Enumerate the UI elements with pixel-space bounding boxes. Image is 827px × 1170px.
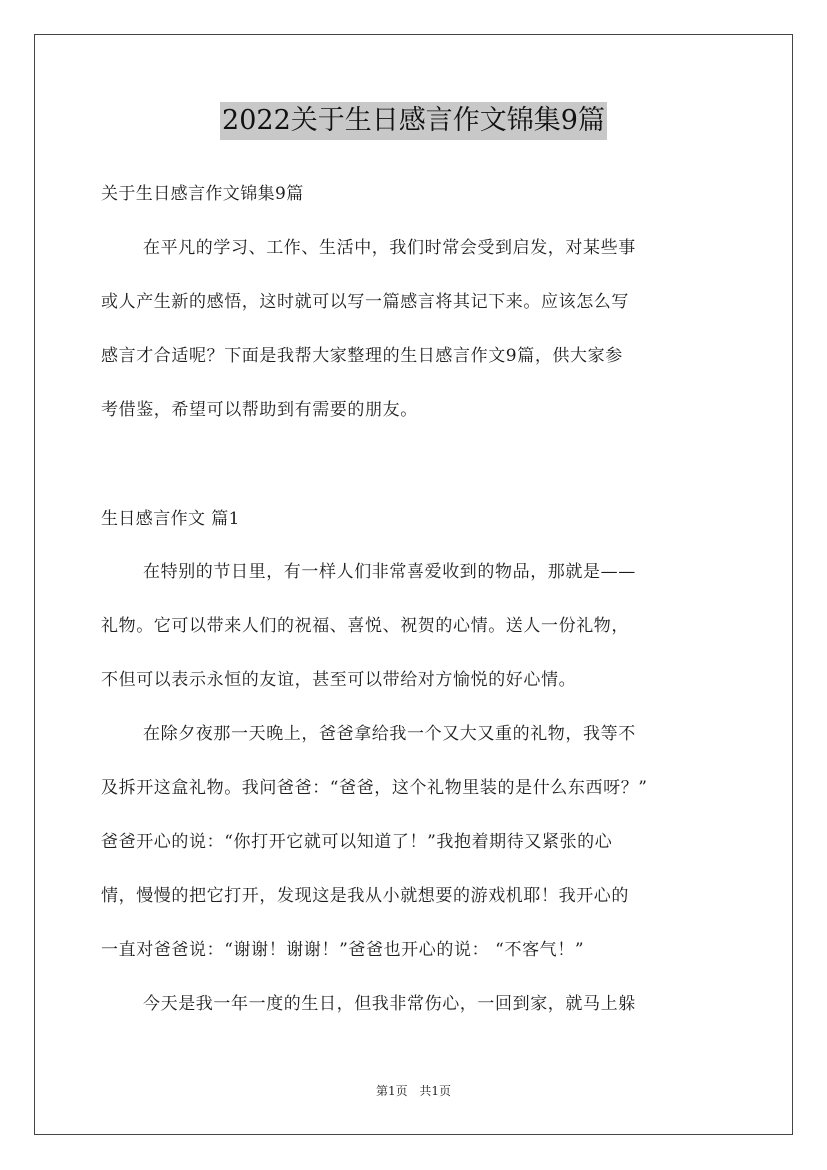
document-subtitle: 关于生日感言作文锦集9篇 (101, 184, 304, 204)
body-line: 礼物。它可以带来人们的祝福、喜悦、祝贺的心情。送人一份礼物， (101, 616, 629, 636)
body-line: 不但可以表示永恒的友谊，甚至可以带给对方愉悦的好心情。 (101, 670, 577, 690)
body-line: 及拆开这盒礼物。我问爸爸：“爸爸，这个礼物里装的是什么东西呀？” (101, 778, 648, 798)
page-footer (0, 1083, 827, 1099)
body-line: 情，慢慢的把它打开，发现这是我从小就想要的游戏机耶！我开心的 (101, 886, 629, 906)
body-line: 今天是我一年一度的生日，但我非常伤心，一回到家，就马上躲 (143, 994, 636, 1014)
document-title: 2022关于生日感言作文锦集9篇 (220, 102, 607, 140)
body-line: 一直对爸爸说：“谢谢！谢谢！”爸爸也开心的说： “不客气！” (101, 940, 585, 960)
page-total: 共1页 (419, 1084, 452, 1098)
section-heading: 生日感言作文 篇1 (101, 509, 240, 529)
intro-line: 考借鉴，希望可以帮助到有需要的朋友。 (101, 400, 418, 420)
body-line: 在特别的节日里，有一样人们非常喜爱收到的物品，那就是—— (143, 562, 636, 582)
page-number: 第1页 (375, 1084, 408, 1098)
intro-line: 感言才合适呢？下面是我帮大家整理的生日感言作文9篇，供大家参 (101, 346, 623, 366)
title-container (0, 102, 827, 140)
intro-line: 在平凡的学习、工作、生活中，我们时常会受到启发，对某些事 (143, 238, 636, 258)
body-line: 爸爸开心的说：“你打开它就可以知道了！”我抱着期待又紧张的心 (101, 832, 613, 852)
intro-line: 或人产生新的感悟，这时就可以写一篇感言将其记下来。应该怎么写 (101, 292, 629, 312)
body-line: 在除夕夜那一天晚上，爸爸拿给我一个又大又重的礼物，我等不 (143, 724, 636, 744)
